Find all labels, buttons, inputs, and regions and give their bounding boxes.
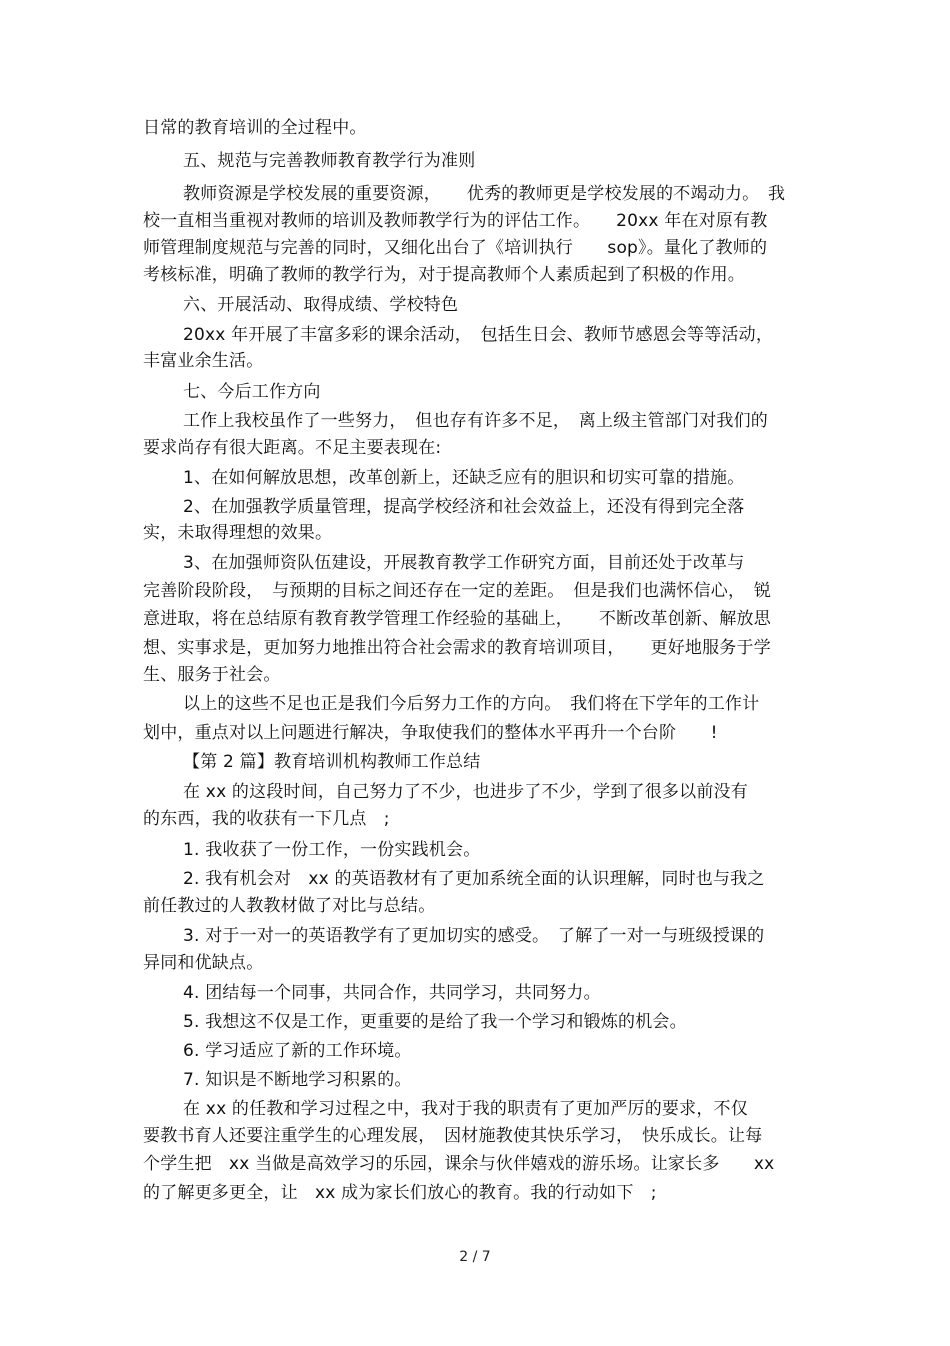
list-item: 1、在如何解放思想，改革创新上，还缺乏应有的胆识和切实可靠的措施。 [183, 468, 745, 488]
text-line: 校一直相当重视对教师的培训及教师教学行为的评估工作。 20xx 年在对原有教 [143, 211, 768, 231]
list-item: 1. 我收获了一份工作，一份实践机会。 [183, 840, 481, 860]
text-line: 丰富业余生活。 [143, 351, 264, 371]
text-line: 完善阶段阶段， 与预期的目标之间还存在一定的差距。 但是我们也满怀信心， 锐 [143, 581, 772, 601]
text-line: 在 xx 的这段时间，自己努力了不少，也进步了不少，学到了很多以前没有 [183, 782, 748, 802]
text-line: 生、服务于社会。 [143, 665, 281, 685]
text-line: 划中，重点对以上问题进行解决，争取使我们的整体水平再升一个台阶 ! [143, 723, 718, 743]
list-item: 2. 我有机会对 xx 的英语教材有了更加系统全面的认识理解，同时也与我之 [183, 869, 765, 889]
text-line: 以上的这些不足也正是我们今后努力工作的方向。 我们将在下学年的工作计 [183, 694, 760, 714]
text-line: 的东西，我的收获有一下几点 ; [143, 809, 390, 829]
section-heading: 六、开展活动、取得成绩、学校特色 [183, 295, 459, 315]
text-line: 要教书育人还要注重学生的心理发展， 因材施教使其快乐学习， 快乐成长。让每 [143, 1126, 763, 1146]
list-item: 3. 对于一对一的英语教学有了更加切实的感受。 了解了一对一与班级授课的 [183, 926, 765, 946]
text-line: 个学生把 xx 当做是高效学习的乐园，课余与伙伴嬉戏的游乐场。让家长多 xx [143, 1154, 775, 1174]
text-line: 考核标准，明确了教师的教学行为，对于提高教师个人素质起到了积极的作用。 [143, 265, 745, 285]
section-heading: 七、今后工作方向 [183, 382, 321, 402]
section-heading: 五、规范与完善教师教育教学行为准则 [183, 151, 476, 171]
list-item: 2、在加强教学质量管理，提高学校经济和社会效益上，还没有得到完全落 [183, 497, 745, 517]
text-line: 在 xx 的任教和学习过程之中，我对于我的职责有了更加严厉的要求，不仅 [183, 1099, 748, 1119]
text-line: 教师资源是学校发展的重要资源， 优秀的教师更是学校发展的不竭动力。 我 [183, 184, 786, 204]
text-line: 实，未取得理想的效果。 [143, 523, 333, 543]
text-line: 想、实事求是，更加努力地推出符合社会需求的教育培训项目， 更好地服务于学 [143, 638, 771, 658]
text-line: 20xx 年开展了丰富多彩的课余活动， 包括生日会、教师节感恩会等等活动， [183, 325, 774, 345]
text-line: 意进取，将在总结原有教育教学管理工作经验的基础上， 不断改革创新、解放思 [143, 609, 771, 629]
text-line: 师管理制度规范与完善的同时，又细化出台了《培训执行 sop》。量化了教师的 [143, 238, 768, 258]
text-line: 的了解更多更全，让 xx 成为家长们放心的教育。我的行动如下 ; [143, 1183, 657, 1203]
list-item: 6. 学习适应了新的工作环境。 [183, 1041, 412, 1061]
article-heading: 【第 2 篇】教育培训机构教师工作总结 [183, 752, 481, 772]
text-line: 前任教过的人教教材做了对比与总结。 [143, 896, 436, 916]
list-item: 7. 知识是不断地学习积累的。 [183, 1070, 412, 1090]
list-item: 4. 团结每一个同事，共同合作，共同学习，共同努力。 [183, 983, 601, 1003]
text-line: 异同和优缺点。 [143, 953, 264, 973]
page-number: 2 / 7 [459, 1249, 491, 1265]
list-item: 3、在加强师资队伍建设，开展教育教学工作研究方面，目前还处于改革与 [183, 553, 745, 573]
text-line: 要求尚存有很大距离。不足主要表现在: [143, 438, 442, 458]
list-item: 5. 我想这不仅是工作，更重要的是给了我一个学习和锻炼的机会。 [183, 1012, 687, 1032]
text-line: 工作上我校虽作了一些努力， 但也存有许多不足， 离上级主管部门对我们的 [183, 411, 768, 431]
text-line: 日常的教育培训的全过程中。 [143, 118, 367, 138]
